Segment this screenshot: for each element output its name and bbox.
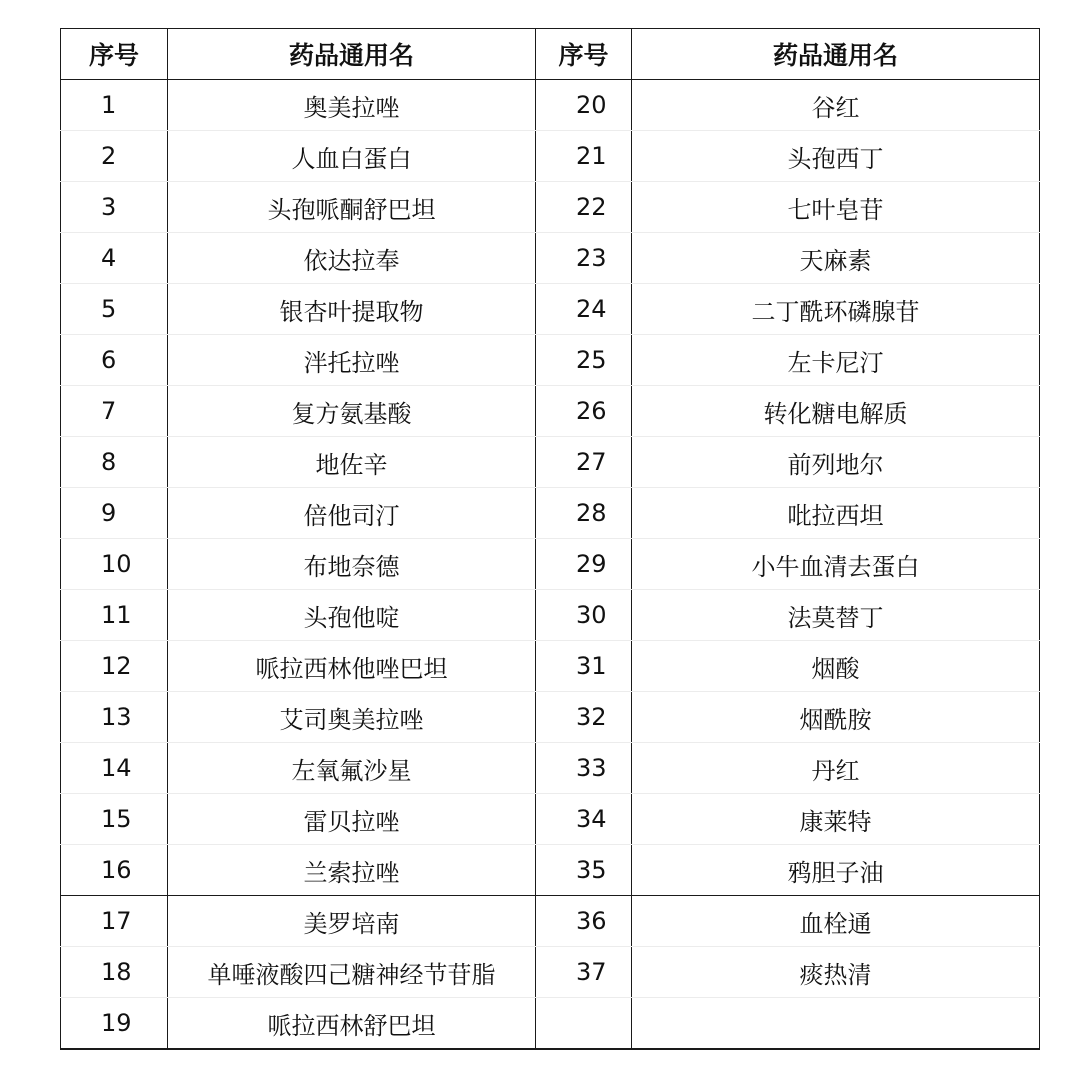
table-header-row [61, 29, 1040, 80]
drug-name-right-cell: 痰热清 [632, 947, 1040, 998]
drug-name-left-cell: 人血白蛋白 [168, 131, 536, 182]
serial-number-right-cell: 32 [536, 692, 632, 743]
table-row [61, 80, 1040, 131]
drug-name-right-cell: 丹红 [632, 743, 1040, 794]
drug-name-left-cell: 单唾液酸四己糖神经节苷脂 [168, 947, 536, 998]
table-row [61, 998, 1040, 1050]
drug-name-right-cell: 二丁酰环磷腺苷 [632, 284, 1040, 335]
serial-number-right-cell: 30 [536, 590, 632, 641]
drug-name-left-cell: 泮托拉唑 [168, 335, 536, 386]
drug-name-right-cell: 法莫替丁 [632, 590, 1040, 641]
serial-number-left-cell: 2 [61, 131, 168, 182]
table-row [61, 896, 1040, 947]
drug-name-left-cell: 头孢他啶 [168, 590, 536, 641]
serial-number-right-cell: 25 [536, 335, 632, 386]
drug-name-left-cell: 奥美拉唑 [168, 80, 536, 131]
serial-number-right-cell: 22 [536, 182, 632, 233]
serial-number-left-cell: 1 [61, 80, 168, 131]
drug-name-left-cell: 哌拉西林舒巴坦 [168, 998, 536, 1050]
drug-name-right-cell: 谷红 [632, 80, 1040, 131]
serial-number-left-cell: 5 [61, 284, 168, 335]
drug-name-left-cell: 美罗培南 [168, 896, 536, 947]
drug-name-left-cell: 布地奈德 [168, 539, 536, 590]
serial-number-left-cell: 9 [61, 488, 168, 539]
drug-name-left-cell: 依达拉奉 [168, 233, 536, 284]
serial-number-left-cell: 8 [61, 437, 168, 488]
drug-name-left-cell: 头孢哌酮舒巴坦 [168, 182, 536, 233]
drug-name-left-cell: 倍他司汀 [168, 488, 536, 539]
serial-number-left-cell: 19 [61, 998, 168, 1050]
table-row [61, 182, 1040, 233]
table-row [61, 539, 1040, 590]
serial-number-right-cell: 36 [536, 896, 632, 947]
drug-name-right-cell [632, 998, 1040, 1050]
serial-number-right-cell: 21 [536, 131, 632, 182]
drug-name-left-cell: 艾司奥美拉唑 [168, 692, 536, 743]
drug-name-right-cell: 七叶皂苷 [632, 182, 1040, 233]
drug-name-right-cell: 吡拉西坦 [632, 488, 1040, 539]
drug-name-right-cell: 烟酰胺 [632, 692, 1040, 743]
drug-name-right-cell: 小牛血清去蛋白 [632, 539, 1040, 590]
drug-name-right-cell: 烟酸 [632, 641, 1040, 692]
drug-name-right-cell: 转化糖电解质 [632, 386, 1040, 437]
serial-number-left-cell: 11 [61, 590, 168, 641]
table-row [61, 233, 1040, 284]
serial-number-left-cell: 15 [61, 794, 168, 845]
drug-name-right-cell: 前列地尔 [632, 437, 1040, 488]
serial-number-right-cell: 35 [536, 845, 632, 896]
table-row [61, 845, 1040, 896]
table-row [61, 692, 1040, 743]
drug-name-left-cell: 左氧氟沙星 [168, 743, 536, 794]
serial-number-right-cell: 24 [536, 284, 632, 335]
header-serial-number-left: 序号 [61, 29, 168, 80]
drug-name-left-cell: 银杏叶提取物 [168, 284, 536, 335]
drug-list-table [60, 28, 1040, 1050]
table-row [61, 131, 1040, 182]
table-row [61, 386, 1040, 437]
serial-number-right-cell: 34 [536, 794, 632, 845]
serial-number-right-cell: 31 [536, 641, 632, 692]
serial-number-left-cell: 18 [61, 947, 168, 998]
serial-number-right-cell: 28 [536, 488, 632, 539]
table-row [61, 947, 1040, 998]
table-row [61, 743, 1040, 794]
drug-name-right-cell: 天麻素 [632, 233, 1040, 284]
drug-name-right-cell: 左卡尼汀 [632, 335, 1040, 386]
serial-number-right-cell: 20 [536, 80, 632, 131]
header-drug-name-left: 药品通用名 [168, 29, 536, 80]
serial-number-left-cell: 6 [61, 335, 168, 386]
header-drug-name-right: 药品通用名 [632, 29, 1040, 80]
table-body [61, 80, 1040, 1050]
table-row [61, 437, 1040, 488]
serial-number-left-cell: 3 [61, 182, 168, 233]
table-row [61, 488, 1040, 539]
drug-name-left-cell: 复方氨基酸 [168, 386, 536, 437]
serial-number-left-cell: 16 [61, 845, 168, 896]
serial-number-left-cell: 4 [61, 233, 168, 284]
serial-number-right-cell: 29 [536, 539, 632, 590]
serial-number-right-cell [536, 998, 632, 1050]
drug-name-right-cell: 康莱特 [632, 794, 1040, 845]
serial-number-right-cell: 23 [536, 233, 632, 284]
drug-name-right-cell: 头孢西丁 [632, 131, 1040, 182]
drug-name-left-cell: 雷贝拉唑 [168, 794, 536, 845]
serial-number-right-cell: 37 [536, 947, 632, 998]
serial-number-left-cell: 12 [61, 641, 168, 692]
serial-number-right-cell: 27 [536, 437, 632, 488]
serial-number-left-cell: 17 [61, 896, 168, 947]
drug-name-right-cell: 鸦胆子油 [632, 845, 1040, 896]
serial-number-left-cell: 10 [61, 539, 168, 590]
table-row [61, 284, 1040, 335]
drug-name-right-cell: 血栓通 [632, 896, 1040, 947]
header-serial-number-right: 序号 [536, 29, 632, 80]
serial-number-right-cell: 33 [536, 743, 632, 794]
drug-name-left-cell: 哌拉西林他唑巴坦 [168, 641, 536, 692]
table-row [61, 641, 1040, 692]
table-row [61, 794, 1040, 845]
table-row [61, 590, 1040, 641]
serial-number-left-cell: 13 [61, 692, 168, 743]
serial-number-left-cell: 14 [61, 743, 168, 794]
serial-number-right-cell: 26 [536, 386, 632, 437]
drug-name-left-cell: 兰索拉唑 [168, 845, 536, 896]
drug-name-left-cell: 地佐辛 [168, 437, 536, 488]
serial-number-left-cell: 7 [61, 386, 168, 437]
table-row [61, 335, 1040, 386]
